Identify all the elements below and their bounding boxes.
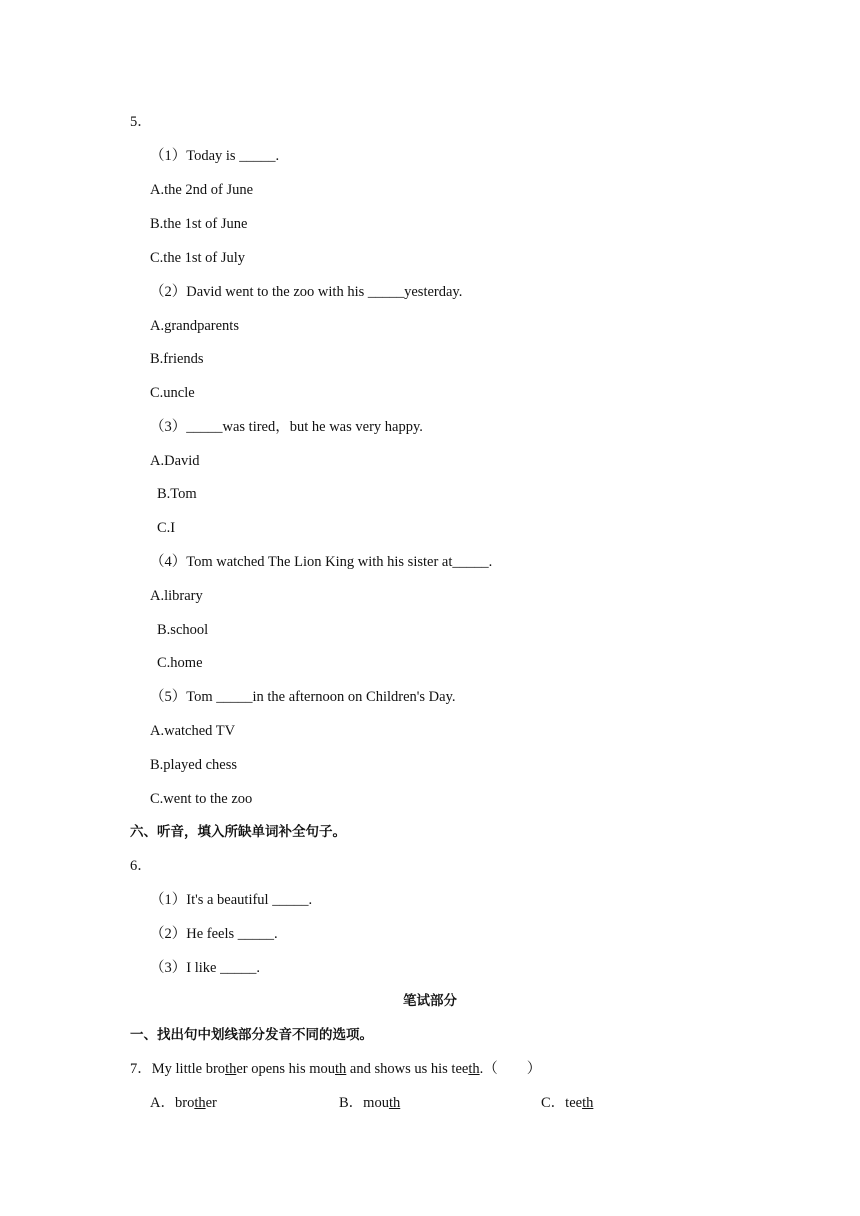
question-7-stem [130, 1059, 541, 1079]
question-stem: （4）Tom watched The Lion King with his sister at_____. [150, 554, 493, 570]
option: C.the 1st of July [150, 250, 246, 266]
question-stem: （2）David went to the zoo with his _____yesterday. [150, 284, 463, 300]
option: C.home [157, 655, 203, 671]
option-letter: A． [150, 1095, 175, 1111]
question-stem: （5）Tom _____in the afternoon on Children's Day. [150, 689, 456, 705]
question-stem: （1）It's a beautiful _____. [150, 892, 313, 908]
option: B.played chess [150, 757, 237, 773]
underlined-letters: th [335, 1061, 347, 1077]
option: B.school [157, 622, 209, 638]
question-stem: （3）_____was tired，but he was very happy. [150, 419, 423, 435]
question-stem: （2）He feels _____. [150, 926, 278, 942]
option-c [541, 1093, 593, 1113]
part-title: 笔试部分 [403, 993, 457, 1009]
option: A.library [150, 588, 203, 604]
question-number: 5． [130, 114, 152, 130]
section-heading: 六、听音，填入所缺单词补全句子。 [130, 824, 346, 840]
option-text: er [205, 1095, 217, 1111]
option: A.the 2nd of June [150, 182, 254, 198]
underlined-letters: th [388, 1095, 401, 1111]
stem-text: er opens his mou [236, 1061, 336, 1077]
option-text: mou [363, 1095, 389, 1111]
option: C.I [157, 520, 176, 536]
question-number: 6． [130, 858, 152, 874]
underlined-letters: th [582, 1095, 594, 1111]
question-stem: （1）Today is _____. [150, 148, 280, 164]
stem-text: My little bro [151, 1061, 226, 1077]
option: A.watched TV [150, 723, 236, 739]
underlined-letters: th [194, 1095, 206, 1111]
option-b [339, 1093, 400, 1113]
option: B.the 1st of June [150, 216, 248, 232]
option: A.grandparents [150, 318, 239, 334]
option-text: bro [174, 1095, 195, 1111]
question-stem: （3）I like _____. [150, 960, 260, 976]
option: A.David [150, 453, 200, 469]
section-heading: 一、找出句中划线部分发音不同的选项。 [130, 1027, 373, 1043]
option-letter: C． [541, 1095, 566, 1111]
option-text: tee [565, 1095, 583, 1111]
option-letter: B． [339, 1095, 364, 1111]
question-number: 7． [130, 1061, 152, 1077]
option: C.went to the zoo [150, 791, 253, 807]
option: C.uncle [150, 385, 195, 401]
underlined-letters: th [225, 1061, 237, 1077]
underlined-letters: th [468, 1061, 480, 1077]
option: B.Tom [157, 486, 197, 502]
stem-text: .（ ） [479, 1061, 542, 1077]
option-a [150, 1093, 217, 1113]
stem-text: and shows us his tee [346, 1061, 469, 1077]
option: B.friends [150, 351, 204, 367]
